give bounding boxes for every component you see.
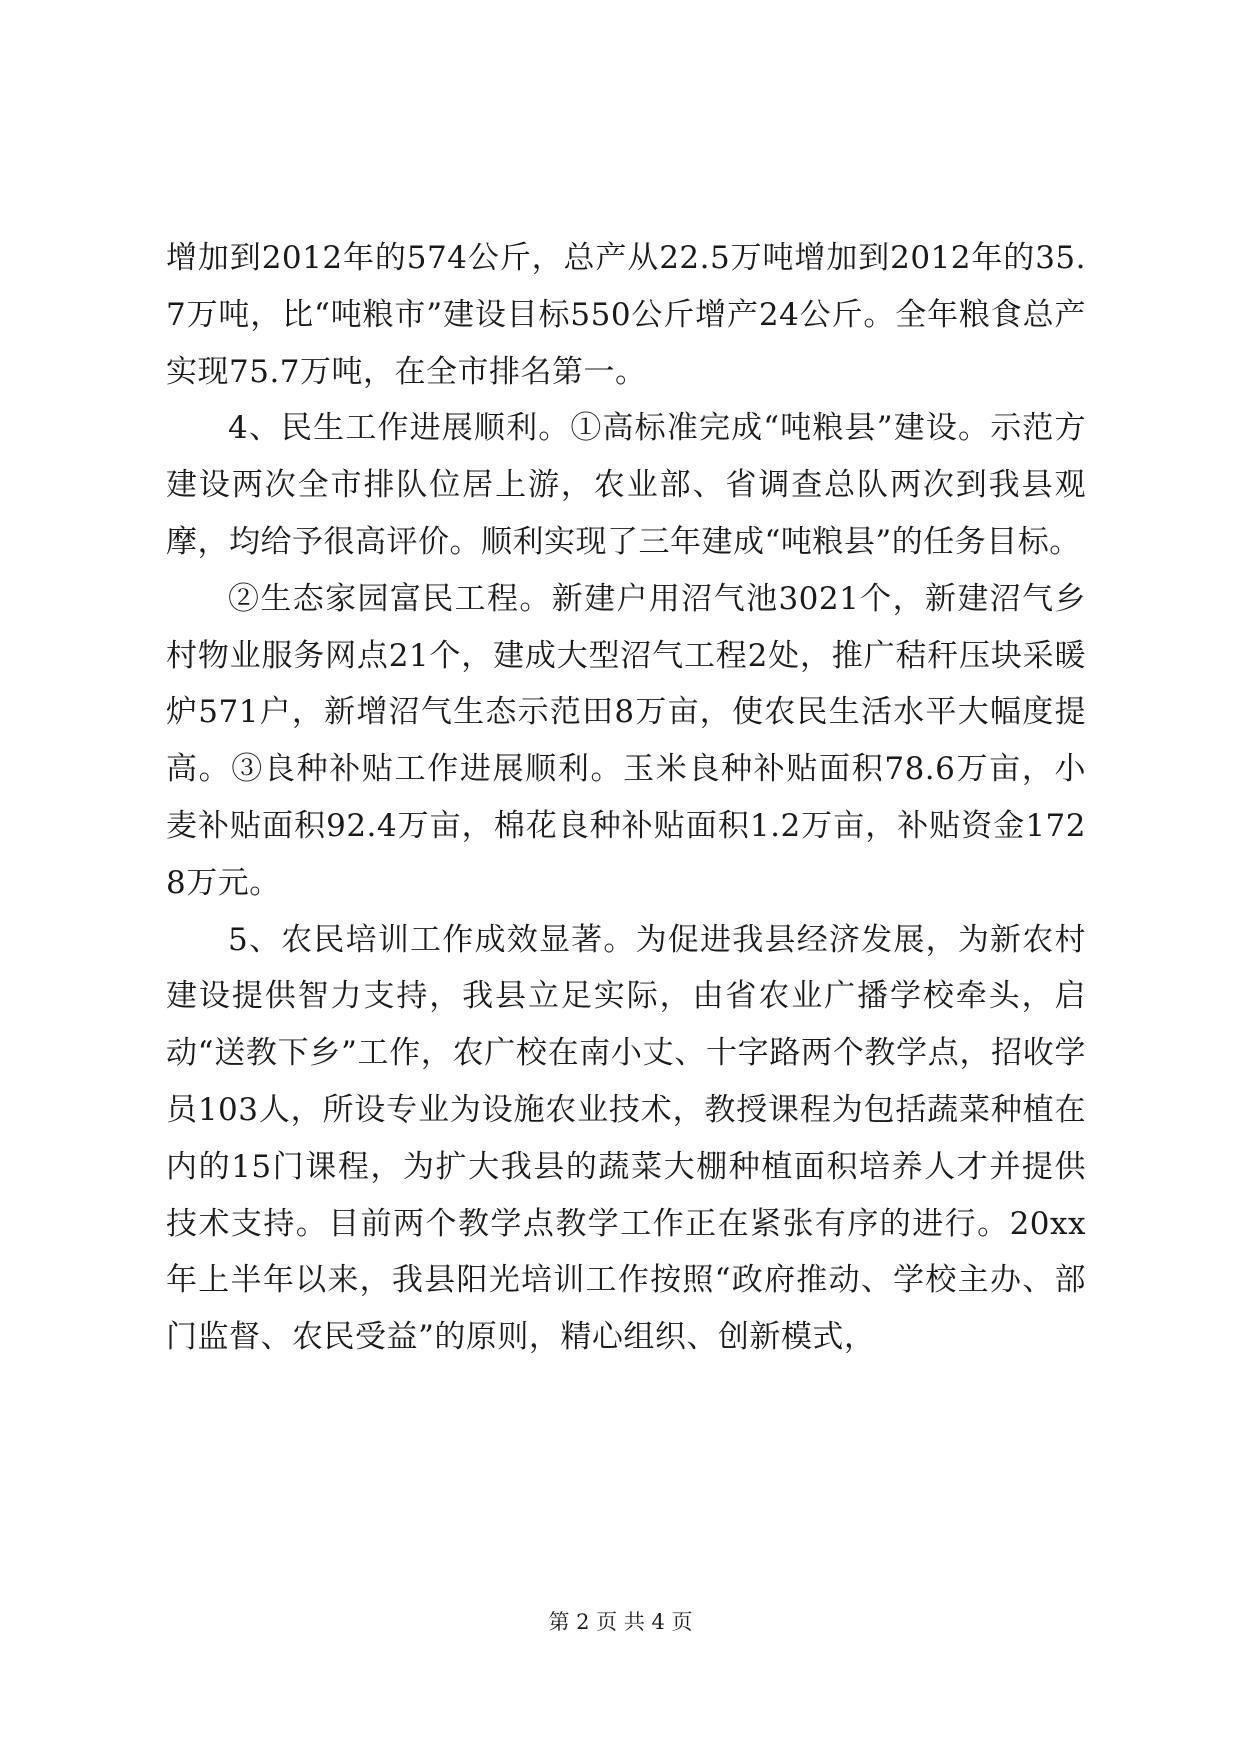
document-body <box>166 230 1086 1366</box>
page-footer <box>0 1607 1241 1637</box>
page-number-label: 第 2 页 共 4 页 <box>548 1610 693 1634</box>
paragraph-2: 4、民生工作进展顺利。①高标准完成“吨粮县”建设。示范方建设两次全市排队位居上游，农业部、省调查总队两次到我县观摩，均给予很高评价。顺利实现了三年建成“吨粮县”的任务目标。 <box>166 410 1086 560</box>
paragraph-1: 增加到2012年的574公斤，总产从22.5万吨增加到2012年的35.7万吨，比“吨粮市”建设目标550公斤增产24公斤。全年粮食总产实现75.7万吨，在全市排名第一。 <box>166 240 1086 390</box>
paragraph-3: ②生态家园富民工程。新建户用沼气池3021个，新建沼气乡村物业服务网点21个，建成大型沼气工程2处，推广秸秆压块采暖炉571户，新增沼气生态示范田8万亩，使农民生活水平大幅度提高。③良种补贴工作进展顺利。玉米良种补贴面积78.6万亩，小麦补贴面积92.4万亩，棉花良种补贴面积1.2万亩，补贴资金1728万元。 <box>166 580 1086 901</box>
paragraph-4: 5、农民培训工作成效显著。为促进我县经济发展，为新农村建设提供智力支持，我县立足实际，由省农业广播学校牵头，启动“送教下乡”工作，农广校在南小丈、十字路两个教学点，招收学员103人，所设专业为设施农业技术，教授课程为包括蔬菜种植在内的15门课程，为扩大我县的蔬菜大棚种植面积培养人才并提供技术支持。目前两个教学点教学工作正在紧张有序的进行。20xx年上半年以来，我县阳光培训工作按照“政府推动、学校主办、部门监督、农民受益”的原则，精心组织、创新模式， <box>166 921 1086 1356</box>
